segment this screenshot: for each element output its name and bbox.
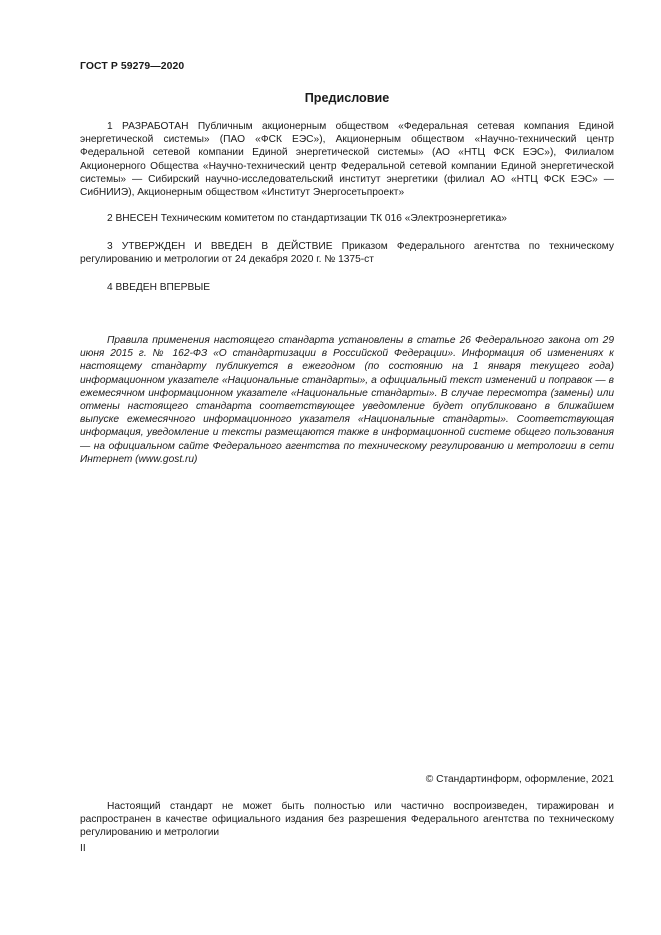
page-title: Предисловие	[304, 91, 390, 105]
legal-notice: Правила применения настоящего стандарта установлены в статье 26 Федерального закона от 29 июня 2015 г. № 162-ФЗ «О стандартизации в Российской Федерации». Информация об изменениях к настоящему стандарту публикуется в ежегодном (по состоянию на 1 января текущего года) информационном указателе «Национальные стандарты», а официальный текст изменений и поправок — в ежемесячном информационном указателе «Национальные стандарты». В случае пересмотра (замены) или отмены настоящего стандарта соответствующее уведомление будет опубликовано в ближайшем выпуске ежемесячного информационного указателя «Национальные стандарты». Соответствующая информация, уведомление и тексты размещаются также в информационной системе общего пользования — на официальном сайте Федерального агентства по техническому регулированию и метрологии в сети Интернет (www.gost.ru)	[80, 335, 614, 465]
paragraph-first: 4 ВВЕДЕН ВПЕРВЫЕ	[107, 282, 211, 293]
paragraph-developed: 1 РАЗРАБОТАН Публичным акционерным обществом «Федеральная сетевая компания Единой энергетической системы» (ПАО «ФСК ЕЭС»), Акционерным обществом «Научно-технический центр Федеральной сетевой компании Единой энергетической системы» (АО «НТЦ ФСК ЕЭС»), Филиалом Акционерного Общества «Научно-технический центр Федеральной сетевой компании Единой энергетической системы» — Сибирский научно-исследовательский институт энергетики (филиал АО «НТЦ ФСК ЕЭС» — СибНИИЭ), Акционерным обществом «Институт Энергосетьпроект»	[80, 121, 614, 199]
reproduction-notice: Настоящий стандарт не может быть полностью или частично воспроизведен, тиражирован и распространен в качестве официального издания без разрешения Федерального агентства по техническому регулированию и метрологии	[80, 801, 614, 839]
paragraph-introduced: 2 ВНЕСЕН Техническим комитетом по стандартизации ТК 016 «Электроэнергетика»	[107, 213, 507, 224]
page-number: II	[80, 843, 86, 854]
document-header: ГОСТ Р 59279—2020	[80, 61, 185, 72]
document-page	[80, 0, 614, 935]
copyright-line: © Стандартинформ, оформление, 2021	[425, 774, 614, 785]
paragraph-approved: 3 УТВЕРЖДЕН И ВВЕДЕН В ДЕЙСТВИЕ Приказом Федерального агентства по техническому регулированию и метрологии от 24 декабря 2020 г. № 1375-ст	[80, 241, 614, 266]
